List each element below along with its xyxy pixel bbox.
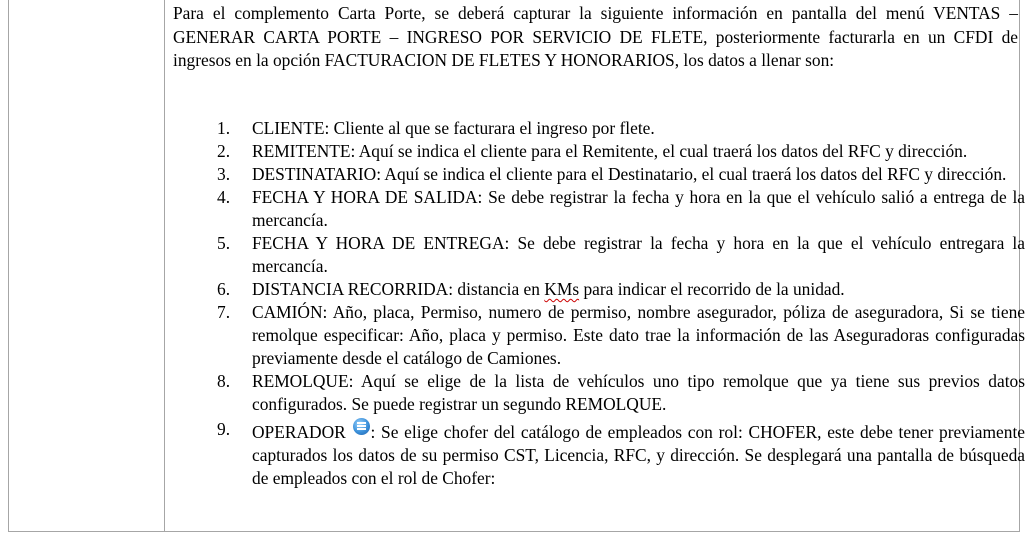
list-item (173, 301, 1025, 370)
list-item (173, 140, 1025, 163)
list-item-text (252, 278, 1025, 301)
list-item-number: 6. (217, 279, 231, 299)
list-item (173, 278, 1025, 301)
list-item-number: 1. (217, 118, 231, 138)
list-item-text-end: para indicar el recorrido de la unidad. (579, 279, 845, 299)
list-item-text: CAMIÓN: Año, placa, Permiso, numero de permiso, nombre asegurador, póliza de aseguradora, Si se tiene remolque especificar: Año, placa y permiso. Este dato trae la información de las Aseguradoras configuradas previamente desde el catálogo de Camiones. (252, 302, 1025, 368)
list-item (173, 418, 1025, 490)
list-icon[interactable] (353, 418, 370, 435)
intro-paragraph: Para el complemento Carta Porte, se deberá capturar la siguiente información en pantalla del menú VENTAS – GENERAR CARTA PORTE – INGRESO POR SERVICIO DE FLETE, posteriormente facturarla en un CFDI de ingresos en la opción FACTURACION DE FLETES Y HONORARIOS, los datos a llenar son: (173, 3, 1018, 70)
operador-description: : Se elige chofer del catálogo de empleados con rol: CHOFER, este debe tener previamente capturados los datos de su permiso CST, Licencia, RFC, y dirección. Se desplegará una pantalla de búsqueda de empleados con el rol de Chofer: (252, 422, 1025, 488)
list-item-number: 7. (217, 302, 231, 322)
list-item-text: DESTINATARIO: Aquí se indica el cliente para el Destinatario, el cual traerá los datos del RFC y dirección. (252, 164, 1007, 184)
operador-label: OPERADOR (252, 422, 346, 442)
list-item-number: 4. (217, 187, 231, 207)
list-item-text: REMOLQUE: Aquí se elige de la lista de vehículos uno tipo remolque que ya tiene sus previos datos configurados. Se puede registrar un segundo REMOLQUE. (252, 371, 1025, 414)
spellcheck-flagged-word: KMs (544, 279, 580, 299)
list-item-text: CLIENTE: Cliente al que se facturara el ingreso por flete. (252, 118, 655, 138)
list-item-number: 5. (217, 233, 231, 253)
list-item (173, 163, 1025, 186)
list-item-number: 2. (217, 141, 231, 161)
list-item-number: 8. (217, 371, 231, 391)
list-item-text-start: DISTANCIA RECORRIDA: distancia en (252, 279, 545, 299)
list-item (173, 370, 1025, 416)
list-item-text: FECHA Y HORA DE ENTREGA: Se debe registrar la fecha y hora en la que el vehículo entregara la mercancía. (252, 233, 1025, 276)
list-item-text (252, 418, 1025, 490)
list-item (173, 186, 1025, 232)
list-item-text: FECHA Y HORA DE SALIDA: Se debe registrar la fecha y hora en la que el vehículo salió a entrega de la mercancía. (252, 187, 1025, 230)
list-item (173, 117, 1025, 140)
table-left-cell (9, 0, 165, 531)
list-item (173, 232, 1025, 278)
list-item-text: REMITENTE: Aquí se indica el cliente para el Remitente, el cual traerá los datos del RFC y dirección. (252, 141, 968, 161)
field-list (173, 117, 1025, 490)
table-content-cell (173, 2, 1025, 488)
list-item-number: 3. (217, 164, 231, 184)
document-table (8, 0, 1025, 532)
list-item-number: 9. (217, 419, 231, 439)
